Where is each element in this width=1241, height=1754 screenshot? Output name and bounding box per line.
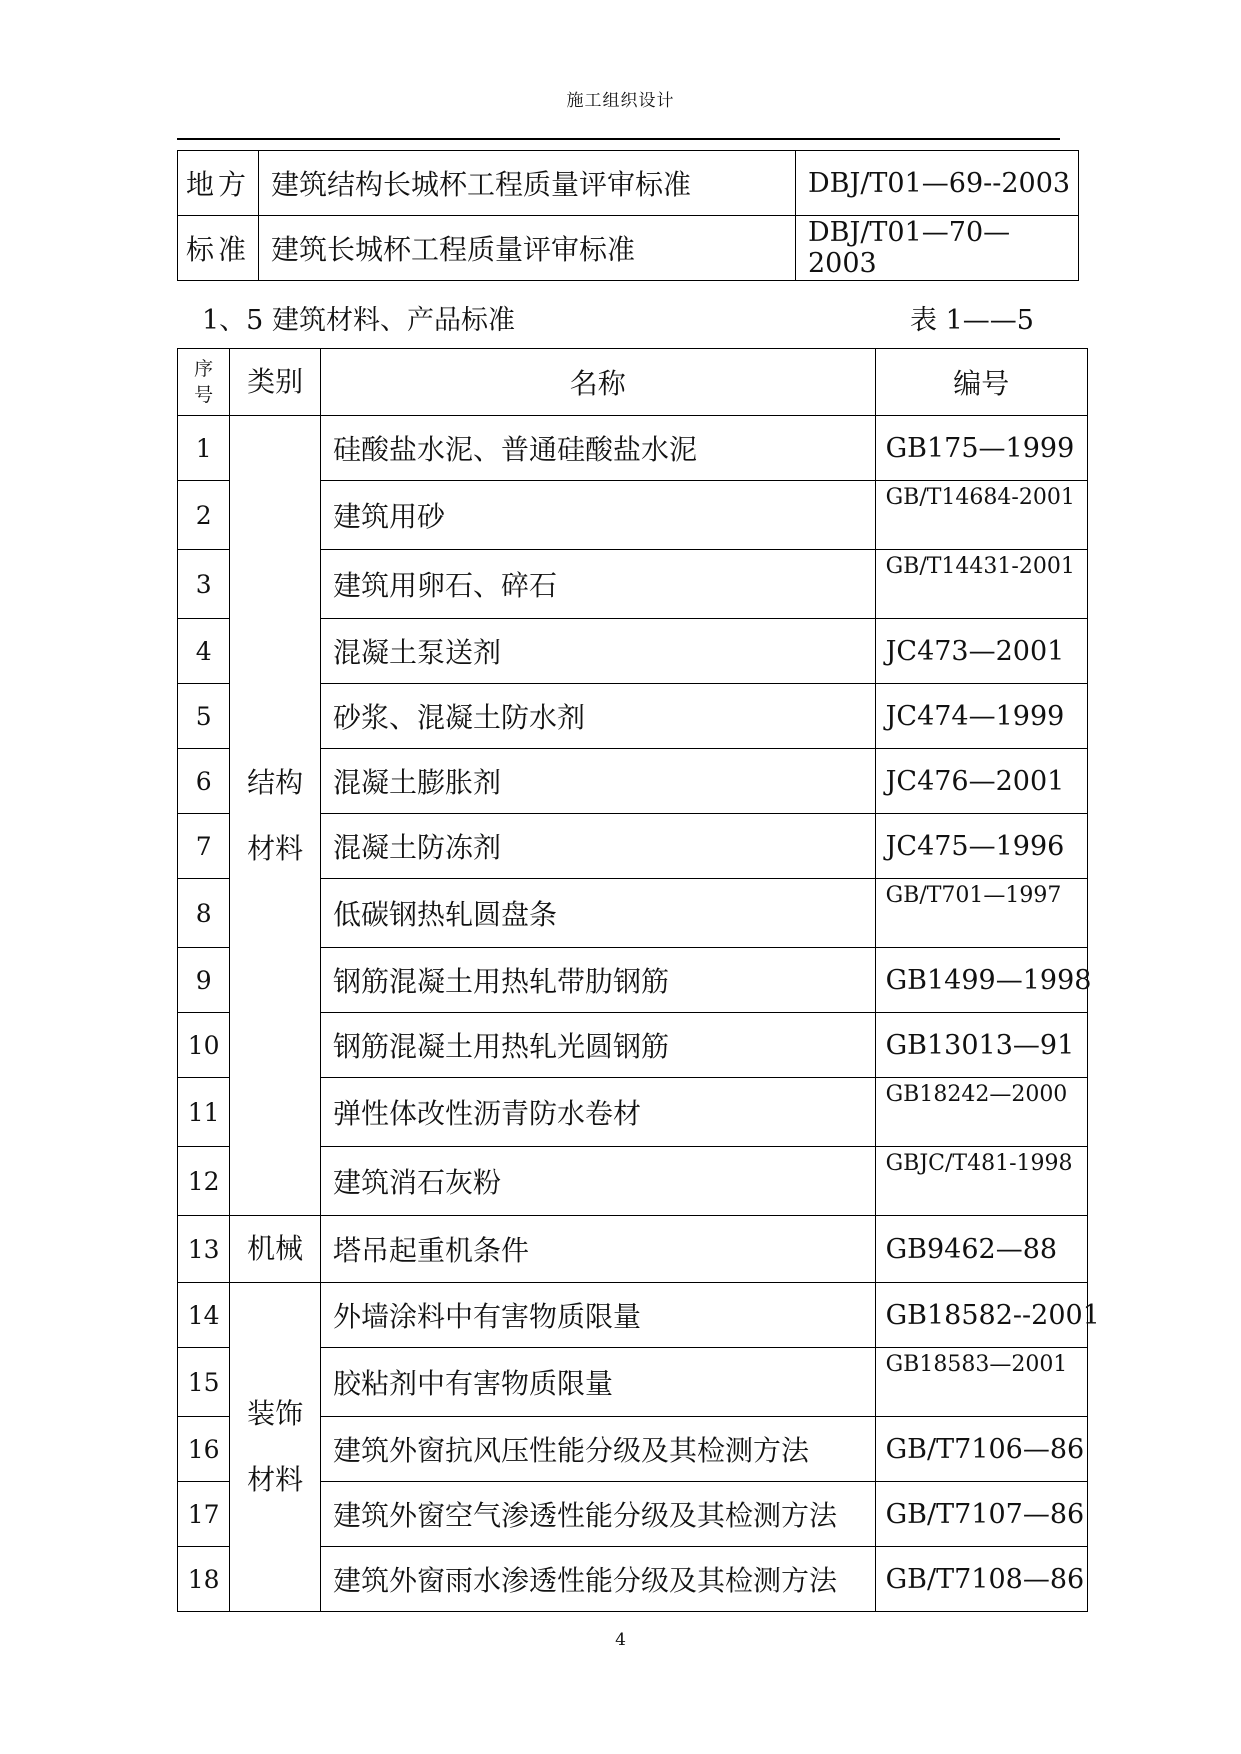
header-serial (178, 349, 230, 416)
table-row (178, 416, 1088, 481)
material-name: 建筑外窗抗风压性能分级及其检测方法 (320, 1417, 875, 1482)
header-name: 名称 (320, 349, 875, 416)
standard-code: GB18582--2001 (875, 1283, 1087, 1348)
category-decoration-line1: 装饰 (247, 1397, 304, 1430)
material-name: 胶粘剂中有害物质限量 (320, 1348, 875, 1417)
standard-code: GB/T7108—86 (875, 1547, 1087, 1612)
material-name: 钢筋混凝土用热轧光圆钢筋 (320, 1013, 875, 1078)
standard-code: GB9462—88 (875, 1216, 1087, 1283)
standard-code: GB18242—2000 (875, 1078, 1087, 1147)
standard-code: GB18583—2001 (875, 1348, 1087, 1417)
material-name: 外墙涂料中有害物质限量 (320, 1283, 875, 1348)
standard-code: JC474—1999 (875, 684, 1087, 749)
row-number: 5 (178, 684, 230, 749)
standard-code: GB13013—91 (875, 1013, 1087, 1078)
material-name: 弹性体改性沥青防水卷材 (320, 1078, 875, 1147)
material-name: 钢筋混凝土用热轧带肋钢筋 (320, 948, 875, 1013)
category-cell: 地方 (178, 151, 259, 216)
row-number: 16 (178, 1417, 230, 1482)
row-number: 18 (178, 1547, 230, 1612)
material-name: 建筑用砂 (320, 481, 875, 550)
row-number: 7 (178, 814, 230, 879)
standard-code: GBJC/T481-1998 (875, 1147, 1087, 1216)
material-name: 混凝土防冻剂 (320, 814, 875, 879)
category-structural-line2: 材料 (247, 831, 304, 865)
category-decoration-line2: 材料 (247, 1463, 304, 1496)
material-name: 建筑外窗空气渗透性能分级及其检测方法 (320, 1482, 875, 1547)
row-number: 9 (178, 948, 230, 1013)
table-caption: 表 1——5 (910, 305, 1034, 336)
category-machinery: 机械 (230, 1216, 321, 1283)
material-name: 建筑消石灰粉 (320, 1147, 875, 1216)
row-number: 2 (178, 481, 230, 550)
header-category: 类别 (230, 349, 321, 416)
material-name: 砂浆、混凝土防水剂 (320, 684, 875, 749)
row-number: 14 (178, 1283, 230, 1348)
material-name: 混凝土泵送剂 (320, 619, 875, 684)
table-row (178, 216, 1079, 281)
standard-code: DBJ/T01—69--2003 (796, 151, 1079, 216)
header-code: 编号 (875, 349, 1087, 416)
category-structural (230, 416, 321, 1216)
standard-code: GB175—1999 (875, 416, 1087, 481)
material-name: 建筑外窗雨水渗透性能分级及其检测方法 (320, 1547, 875, 1612)
local-standards-table (177, 150, 1079, 281)
row-number: 11 (178, 1078, 230, 1147)
row-number: 8 (178, 879, 230, 948)
row-number: 3 (178, 550, 230, 619)
table-row (178, 1283, 1088, 1348)
row-number: 1 (178, 416, 230, 481)
table-row (178, 1216, 1088, 1283)
materials-standards-table (177, 348, 1100, 1612)
standard-code: GB/T701—1997 (875, 879, 1087, 948)
section-title: 1、5 建筑材料、产品标准 (202, 305, 515, 336)
table-header-row (178, 349, 1088, 416)
standard-code: JC473—2001 (875, 619, 1087, 684)
row-number: 4 (178, 619, 230, 684)
category-decoration (230, 1283, 321, 1612)
header-serial-line1: 序 (194, 358, 214, 380)
material-name: 建筑用卵石、碎石 (320, 550, 875, 619)
standard-name: 建筑长城杯工程质量评审标准 (259, 216, 796, 281)
material-name: 塔吊起重机条件 (320, 1216, 875, 1283)
standard-code: GB/T14431-2001 (875, 550, 1087, 619)
standard-code: JC475—1996 (875, 814, 1087, 879)
header-rule (177, 138, 1060, 140)
standard-code: DBJ/T01—70—2003 (796, 216, 1079, 281)
standard-code: JC476—2001 (875, 749, 1087, 814)
standard-code: GB/T14684-2001 (875, 481, 1087, 550)
material-name: 硅酸盐水泥、普通硅酸盐水泥 (320, 416, 875, 481)
row-number: 10 (178, 1013, 230, 1078)
page-header-title: 施工组织设计 (566, 91, 675, 111)
material-name: 混凝土膨胀剂 (320, 749, 875, 814)
standard-code: GB1499—1998 (875, 948, 1087, 1013)
category-cell: 标准 (178, 216, 259, 281)
standard-code: GB/T7107—86 (875, 1482, 1087, 1547)
category-structural-line1: 结构 (247, 765, 304, 799)
row-number: 12 (178, 1147, 230, 1216)
standard-code: GB/T7106—86 (875, 1417, 1087, 1482)
page-number: 4 (615, 1630, 626, 1650)
row-number: 15 (178, 1348, 230, 1417)
row-number: 6 (178, 749, 230, 814)
row-number: 13 (178, 1216, 230, 1283)
row-number: 17 (178, 1482, 230, 1547)
material-name: 低碳钢热轧圆盘条 (320, 879, 875, 948)
standard-name: 建筑结构长城杯工程质量评审标准 (259, 151, 796, 216)
table-row (178, 151, 1079, 216)
header-serial-line2: 号 (194, 384, 214, 406)
